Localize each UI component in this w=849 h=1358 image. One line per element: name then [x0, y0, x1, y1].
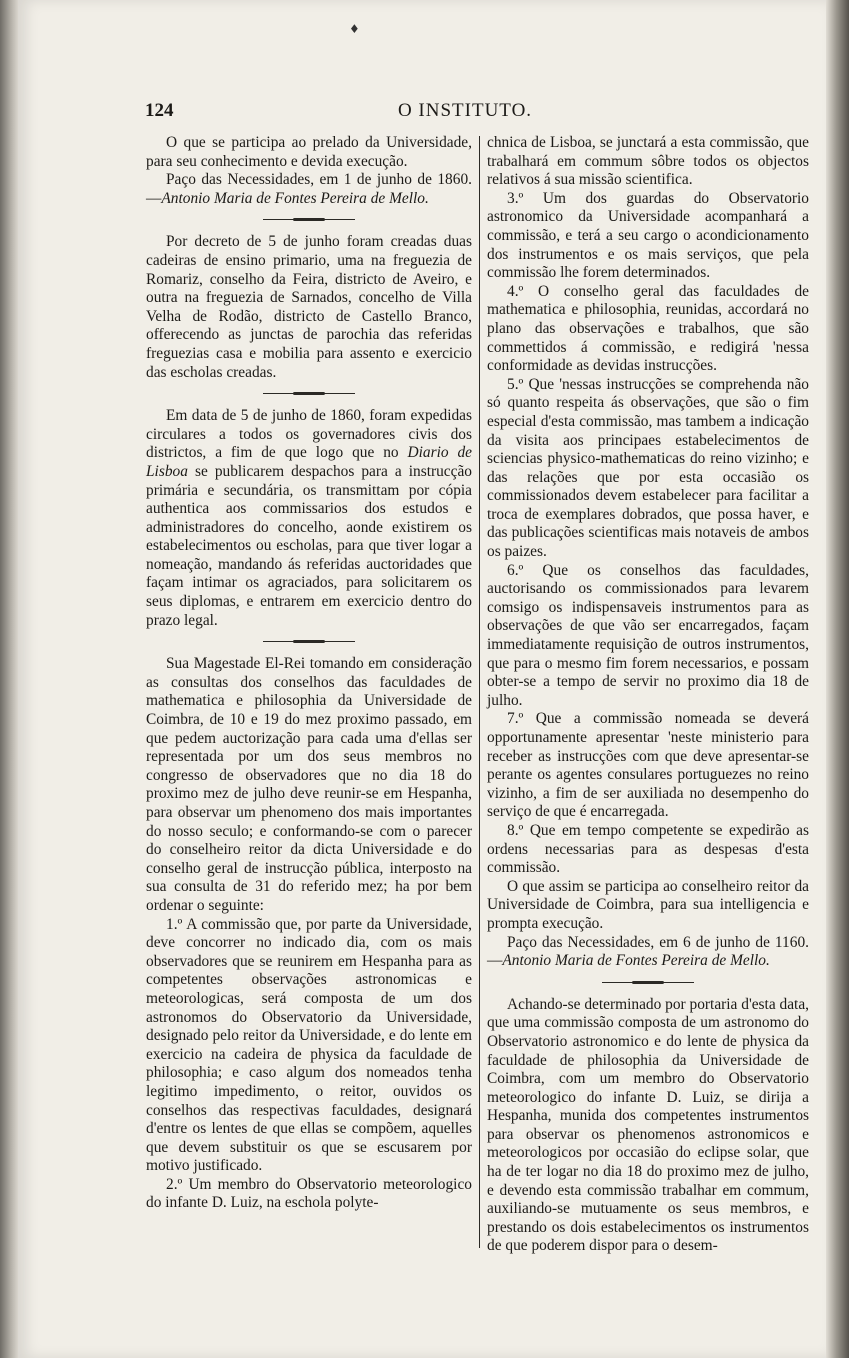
ink-mark: ♦ [349, 22, 360, 36]
right-column [487, 134, 809, 1256]
paragraph: Sua Magestade El-Rei tomando em consideração as consultas dos conselhos das faculdades de mathematica e philosophia da Universidade de Coimbra, de 10 e 19 do mez proximo passado, em que pedem auctorização para cada uma d'ellas ser representada por um dos seus membros no congresso de observadores que no dia 18 do proximo mez de julho deve reunir-se em Hespanha, para observar um phenomeno dos mais importantes do nosso seculo; e conformando-se com o parecer do conselheiro reitor da dicta Universidade e do conselho geral de instrucção pública, interposto na sua consulta de 31 do referido mez; ha por bem ordenar o seguinte: [146, 655, 472, 914]
left-column [146, 134, 472, 1213]
paragraph: chnica de Lisboa, se junctará a esta commissão, que trabalhará em commum sôbre todos os objectos relativos á sua missão scientifica. [487, 134, 809, 189]
paragraph: 6.º Que os conselhos das faculdades, auctorisando os commissionados para levarem comsigo os indispensaveis instrumentos para as observações de que vão ser encarregados, façam immediatamente requisição de outros instrumentos, que para o mesmo fim forem necessarios, e possam obter-se a tempo de servir no proximo dia 18 de julho. [487, 561, 809, 709]
paragraph: O que se participa ao prelado da Universidade, para seu conhecimento e devida execução. [146, 134, 472, 170]
signature: Antonio Maria de Fontes Pereira de Mello. [161, 189, 429, 207]
signature: Antonio Maria de Fontes Pereira de Mello. [502, 952, 770, 970]
text-span: Em data de 5 de junho de 1860, foram expedidas circulares a todos os governadores civis dos districtos, a fim de que logo que no [146, 407, 472, 462]
signature-paragraph [146, 171, 472, 208]
paragraph: 2.º Um membro do Observatorio meteorologico do infante D. Luiz, na eschola polyte- [146, 1175, 472, 1212]
paragraph: O que assim se participa ao conselheiro reitor da Universidade de Coimbra, para sua intelligencia e prompta execução. [487, 877, 809, 932]
page-number: 124 [145, 100, 174, 121]
paragraph: 7.º Que a commissão nomeada se deverá opportunamente apresentar 'neste ministerio para receber as instrucções com que deve apresentar-se perante os agentes consulares portuguezes no reino vizinho, a fim de ser auxiliada no desempenho do serviço de que é encarregada. [487, 710, 809, 821]
paragraph: 5.º Que 'nessas instrucções se comprehenda não só quanto respeita ás observações, que são o fim especial d'esta commissão, mas tambem a indicação da visita aos principaes estabelecimentos de sciencias physico-mathematicas do reino vizinho; e das relações que por esta occasião os commissionados devem estabelecer para facilitar a troca de exemplares dobrados, que possa haver, e das publicações scientificas mais notaveis de ambos os paizes. [487, 375, 809, 561]
paragraph: 3.º Um dos guardas do Observatorio astronomico da Universidade acompanhará a commissão, e terá a seu cargo o acondicionamento dos instrumentos e os mais serviços, que pela commissão lhe forem determinados. [487, 189, 809, 282]
paragraph: 4.º O conselho geral das faculdades de mathematica e philosophia, reunidas, accordará no plano das observações e trabalhos, que são commettidos á commissão, e redigirá 'nessa conformidade as devidas instrucções. [487, 282, 809, 375]
text-span: se publicarem despachos para a instrucção primária e secundária, os transmittam por cópia authentica aos commissarios dos estudos e administradores do concelho, aonde existirem os estabelecimentos ou escholas, para que tiver logar a nomeação, mandando ás referidas auctoridades que façam intimar os agraciados, para solicitarem os seus diplomas, e entrarem em exercicio dentro do prazo legal. [146, 462, 472, 629]
paragraph: 1.º A commissão que, por parte da Universidade, deve concorrer no indicado dia, com os mais observadores que se reunirem em Hespanha para as competentes observações astronomicas e meteorologicas, será composta de um dos astronomos do Observatorio da Universidade, designado pelo reitor da Universidade, e do lente em exercicio na cadeira de physica da faculdade de philosophia; e caso algum dos nomeados tenha legitimo impedimento, o reitor, ouvidos os conselhos das respectivas faculdades, designará d'entre os lentes de que ellas se compõem, aquelles que devem substituir os que se escusarem por motivo justificado. [146, 915, 472, 1175]
newspaper-title: Diario de Lisboa [146, 444, 472, 480]
running-title: O INSTITUTO. [397, 100, 533, 121]
paragraph: Achando-se determinado por portaria d'esta data, que uma commissão composta de um astronomo do Observatorio astronomico e do lente de physica da faculdade de philosophia da Universidade de Coimbra, com um membro do Observatorio meteorologico do infante D. Luiz, se dirija a Hespanha, munida dos competentes instrumentos para observar os phenomenos astronomicos e meteorologicos por occasião do eclipse solar, que ha de ter logar no dia 18 do proximo mez de julho, e devendo esta commissão trabalhar em commum, auxiliando-se mutuamente os seus membros, e prestando os dois estabelecimentos os instrumentos de que poderem dispor para o desem- [487, 995, 809, 1255]
page-edge-shadow [826, 0, 849, 1358]
signature-paragraph [487, 934, 809, 971]
paragraph: Por decreto de 5 de junho foram creadas duas cadeiras de ensino primario, uma na freguezia de Romariz, conselho da Feira, districto de Aveiro, e outra na freguezia de Sarnados, concelho de Villa Velha de Rodão, districto de Castello Branco, offerecendo as junctas de parochia das referidas freguezias casa e mobilia para assento e exercicio das escholas creadas. [146, 233, 472, 381]
section-divider [263, 636, 355, 647]
book-spine-shadow [0, 0, 18, 1358]
section-divider [263, 388, 355, 399]
paragraph: 8.º Que em tempo competente se expedirão as ordens necessarias para as despesas d'esta commissão. [487, 821, 809, 877]
dateline: Paço das Necessidades, em 6 de junho de 1160.— [487, 933, 809, 970]
section-divider [263, 214, 355, 225]
column-divider [479, 136, 480, 1248]
paragraph [146, 407, 472, 630]
dateline: Paço das Necessidades, em 1 de junho de 1860.— [146, 171, 472, 207]
section-divider [602, 977, 694, 988]
